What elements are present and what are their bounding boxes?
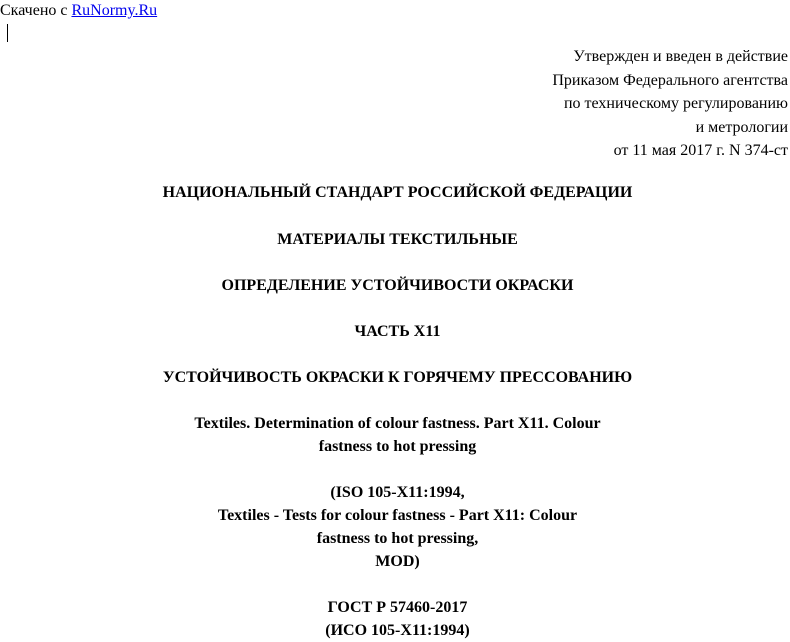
approval-line: Утвержден и введен в действие: [573, 48, 788, 65]
national-standard-title: НАЦИОНАЛЬНЫЙ СТАНДАРТ РОССИЙСКОЙ ФЕДЕРАЦИИ: [162, 184, 633, 201]
approval-line: и метрологии: [695, 118, 788, 136]
download-source-line: [0, 1, 157, 21]
english-title: [0, 412, 790, 458]
determination-heading: ОПРЕДЕЛЕНИЕ УСТОЙЧИВОСТИ ОКРАСКИ: [221, 277, 574, 294]
iso-reference-line: MOD): [375, 553, 420, 570]
text-cursor: [7, 24, 8, 42]
gost-number: ГОСТ Р 57460-2017: [327, 599, 468, 616]
english-title-line: Textiles. Determination of colour fastness. Part X11. Colour: [194, 415, 601, 432]
approval-line: от 11 мая 2017 г. N 374-ст: [613, 142, 788, 159]
subject-heading: УСТОЙЧИВОСТЬ ОКРАСКИ К ГОРЯЧЕМУ ПРЕССОВАНИЮ: [162, 369, 633, 386]
gost-designation: [0, 596, 790, 642]
approval-line: Приказом Федерального агентства: [552, 71, 788, 89]
runormy-link[interactable]: RuNormy.Ru: [71, 2, 158, 19]
approval-line: по техническому регулированию: [563, 95, 788, 112]
english-title-line: fastness to hot pressing: [318, 438, 477, 455]
iso-reference-line: fastness to hot pressing,: [316, 530, 479, 547]
iso-reference: [0, 481, 790, 573]
approval-block: [552, 45, 788, 163]
download-source-prefix: Скачено с: [0, 2, 68, 19]
iso-equivalent: (ИСО 105-X11:1994): [325, 622, 470, 639]
iso-reference-line: Textiles - Tests for colour fastness - Part X11: Colour: [217, 507, 578, 524]
materials-heading: МАТЕРИАЛЫ ТЕКСТИЛЬНЫЕ: [277, 231, 518, 248]
iso-reference-line: (ISO 105-X11:1994,: [330, 484, 465, 501]
part-heading: ЧАСТЬ X11: [354, 323, 441, 340]
